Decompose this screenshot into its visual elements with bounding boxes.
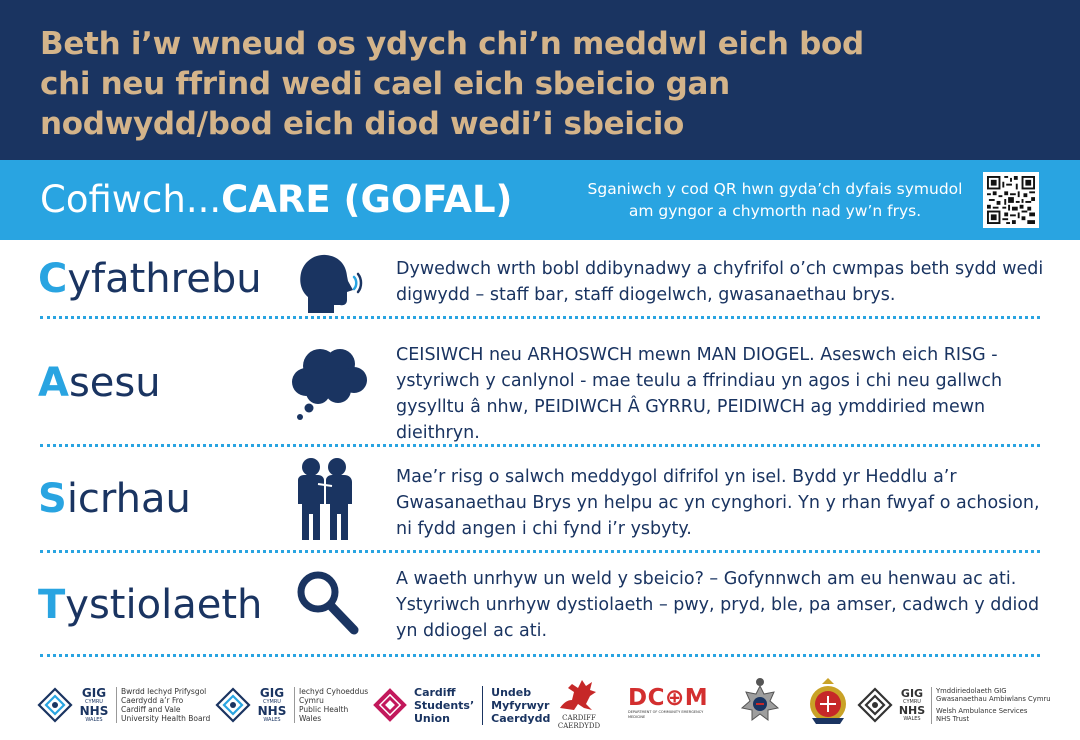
- step-word: yfathrebu: [67, 256, 262, 302]
- police-star-icon: [738, 676, 782, 730]
- nhs-wales-emblem-icon: [214, 686, 252, 724]
- header-banner: [0, 0, 1080, 160]
- title-line: nodwydd/bod eich diod wedi’i sbeicio: [40, 106, 685, 142]
- police-badge-logo: [738, 676, 782, 730]
- step-communicate: [0, 240, 1080, 315]
- divider: [40, 444, 1040, 447]
- cardiff-vale-uhb-logo: [36, 678, 210, 732]
- step-description: A waeth unrhyw un weld y sbeicio? – Gofynnwch am eu henwau ac ati. Ystyriwch unrhyw dystiolaeth – pwy, pryd, ble, pa amser, cadwch y ddiod yn ddiogel ac ati.: [396, 569, 1040, 641]
- care-emphasis: CARE (GOFAL): [221, 178, 513, 221]
- step-heading: [38, 476, 191, 522]
- welsh-ambulance-logo: [856, 678, 1051, 732]
- ambulance-text: Ymddiriedolaeth GIG Gwasanaethau Ambiwlans Cymru Welsh Ambulance Services NHS Trust: [931, 687, 1051, 724]
- speaking-head-icon: [288, 243, 368, 323]
- step-reassure: [0, 448, 1080, 548]
- step-description: CEISIWCH neu ARHOSWCH mewn MAN DIOGEL. Aseswch eich RISG - ystyriwch y canlynol - mae teulu a ffrindiau yn agos i chi neu gallwch gysylltu â nhw, PEIDIWCH Â GYRRU, PEIDIWCH ag ymddiried mewn dieithryn.: [396, 345, 1003, 443]
- dcom-subtitle: DEPARTMENT OF COMMUNITY EMERGENCY MEDICINE: [628, 710, 704, 719]
- students-union-emblem-icon: [372, 687, 408, 723]
- step-evidence: [0, 554, 1080, 654]
- step-letter: A: [38, 360, 69, 406]
- gig-wordmark: GIG CYMRU NHS WALES: [898, 687, 926, 722]
- cardiff-students-union-logo: [372, 678, 550, 732]
- magnifying-glass-icon: [288, 564, 368, 644]
- step-letter: C: [38, 256, 68, 302]
- step-letter: T: [38, 582, 66, 628]
- partner-logos: [0, 670, 1080, 738]
- nhs-wales-emblem-icon: [856, 686, 894, 724]
- divider: [40, 316, 1040, 319]
- cardiff-wordmark: CARDIFF CAERDYDD: [557, 714, 601, 730]
- step-word: sesu: [68, 360, 161, 406]
- care-band: [0, 160, 1080, 240]
- csu-welsh: Undeb Myfyrwyr Caerdydd: [482, 686, 550, 725]
- step-description: Dywedwch wrth bobl ddibynadwy a chyfrifol o’ch cwmpas beth sydd wedi digwydd – staff bar, staff diogelwch, gwasanaethau brys.: [396, 259, 1044, 305]
- dcom-wordmark: DC⊕M: [628, 685, 709, 711]
- gig-wordmark: GIG CYMRU NHS WALES: [257, 686, 287, 723]
- step-description: Mae’r risg o salwch meddygol difrifol yn isel. Bydd yr Heddlu a’r Gwasanaethau Brys yn helpu ac yn cynghori. Yn y rhan fwyaf o achosion, ni fydd angen i chi fynd i’r ysbyty.: [396, 467, 1040, 539]
- two-people-icon: [292, 456, 358, 536]
- csu-english: Cardiff Students’ Union: [414, 685, 475, 725]
- welsh-dragon-icon: [556, 674, 602, 714]
- step-heading: [38, 360, 161, 406]
- poster-title: [40, 24, 1040, 144]
- title-line: Beth i’w wneud os ydych chi’n meddwl eich bod: [40, 26, 864, 62]
- fire-rescue-logo: [806, 676, 850, 730]
- step-heading: [38, 256, 262, 302]
- step-letter: S: [38, 476, 67, 522]
- step-word: icrhau: [66, 476, 191, 522]
- nhs-wales-emblem-icon: [36, 686, 74, 724]
- step-heading: [38, 582, 262, 628]
- qr-code-icon: [987, 176, 1035, 224]
- public-health-text: Iechyd Cyhoeddus Cymru Public Health Wales: [294, 687, 368, 723]
- divider: [40, 550, 1040, 553]
- title-line: chi neu ffrind wedi cael eich sbeicio gan: [40, 66, 730, 102]
- qr-instruction: Sganiwch y cod QR hwn gyda’ch dyfais symudol am gyngor a chymorth nad yw’n frys.: [587, 180, 963, 220]
- cardiff-vale-text: Bwrdd Iechyd Prifysgol Caerdydd a’r Fro Cardiff and Vale University Health Board: [116, 687, 210, 723]
- care-heading: [40, 178, 512, 222]
- qr-code[interactable]: [983, 172, 1039, 228]
- step-word: ystiolaeth: [65, 582, 263, 628]
- thought-cloud-icon: [288, 342, 370, 422]
- fire-rescue-crest-icon: [806, 676, 850, 730]
- divider: [40, 654, 1040, 657]
- gig-wordmark: GIG CYMRU NHS WALES: [79, 686, 109, 723]
- care-prefix: Cofiwch...: [40, 178, 222, 221]
- step-assess: [0, 320, 1080, 442]
- dcom-logo: [628, 686, 710, 740]
- cardiff-council-logo: [556, 674, 602, 736]
- public-health-wales-logo: [214, 678, 368, 732]
